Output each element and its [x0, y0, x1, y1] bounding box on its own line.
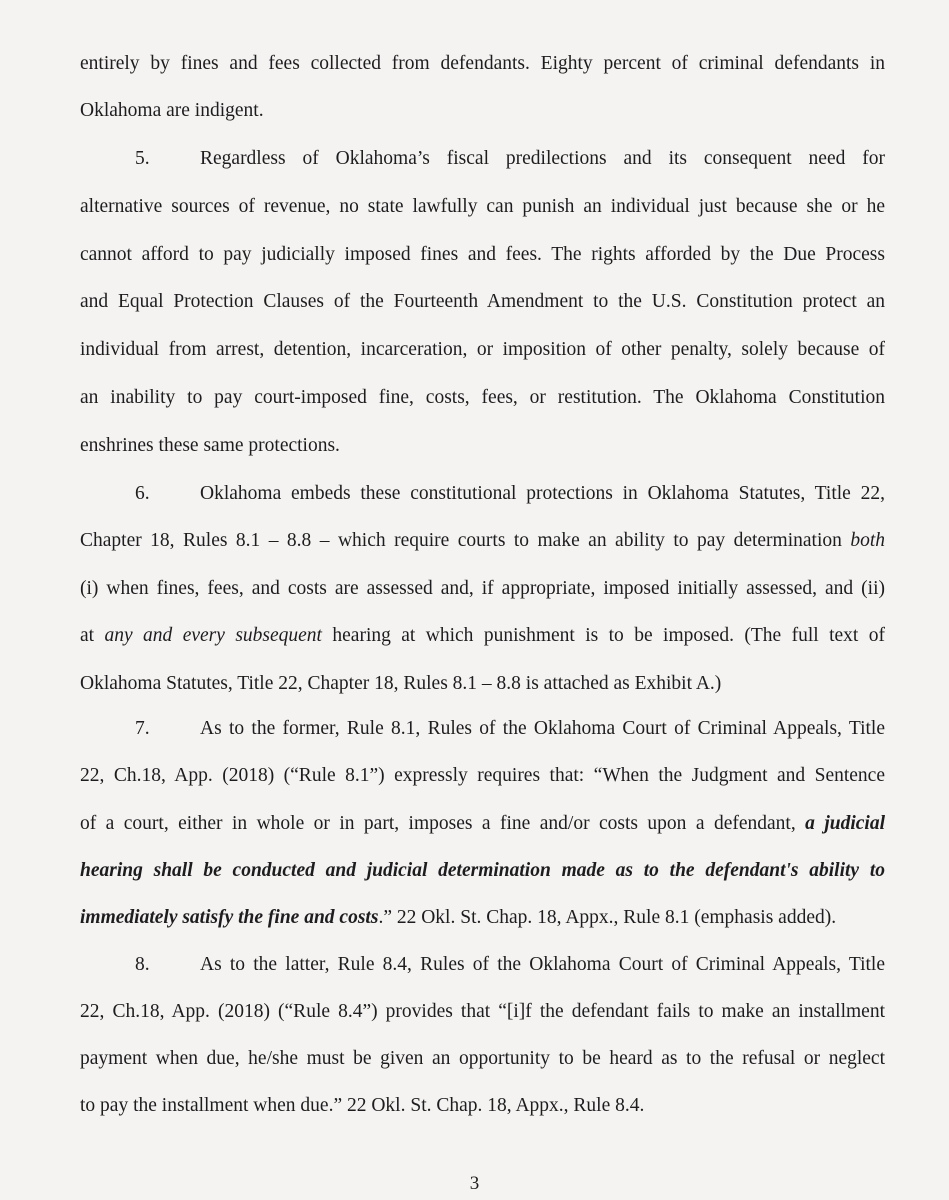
paragraph-5-line-5: individual from arrest, detention, incarceration, or imposition of other penalty, solely because of	[80, 339, 885, 360]
paragraph-number-6: 6.	[135, 483, 150, 504]
paragraph-6-text: Oklahoma embeds these constitutional protections in Oklahoma Statutes, Title 22,	[200, 483, 885, 504]
paragraph-5-line-4: and Equal Protection Clauses of the Fourteenth Amendment to the U.S. Constitution protect an	[80, 291, 885, 312]
paragraph-5-line-3: cannot afford to pay judicially imposed fines and fees. The rights afforded by the Due Process	[80, 244, 885, 265]
paragraph-7-line-3-text: of a court, either in whole or in part, imposes a fine and/or costs upon a defendant,	[80, 813, 806, 834]
paragraph-7-line-5-text: .” 22 Okl. St. Chap. 18, Appx., Rule 8.1 (emphasis added).	[378, 907, 837, 928]
emphasis-a-judicial: a judicial	[805, 813, 885, 834]
paragraph-number-5: 5.	[135, 148, 150, 169]
paragraph-7-line-4-emphasis: hearing shall be conducted and judicial determination made as to the defendant's ability to	[80, 860, 885, 881]
paragraph-8-line-3: payment when due, he/she must be given an opportunity to be heard as to the refusal or neglect	[80, 1048, 885, 1069]
paragraph-8-text: As to the latter, Rule 8.4, Rules of the Oklahoma Court of Criminal Appeals, Title	[200, 954, 885, 975]
paragraph-5-line-2: alternative sources of revenue, no state lawfully can punish an individual just because she or he	[80, 196, 885, 217]
paragraph-6-line-1	[80, 482, 885, 506]
italic-any-every-subsequent: any and every subsequent	[104, 625, 322, 646]
paragraph-5-line-1	[80, 147, 885, 171]
emphasis-immediately-satisfy: immediately satisfy the fine and costs	[80, 907, 379, 928]
paragraph-7-line-3	[80, 812, 885, 836]
italic-both: both	[850, 530, 885, 551]
paragraph-number-7: 7.	[135, 718, 150, 739]
paragraph-7-line-1	[80, 717, 885, 741]
paragraph-5-line-6: an inability to pay court-imposed fine, costs, fees, or restitution. The Oklahoma Constitution	[80, 387, 885, 408]
paragraph-7-line-5	[80, 906, 885, 930]
paragraph-8-line-1	[80, 953, 885, 977]
paragraph-5-text: Regardless of Oklahoma’s fiscal predilections and its consequent need for	[200, 148, 885, 169]
paragraph-6-line-5: Oklahoma Statutes, Title 22, Chapter 18, Rules 8.1 – 8.8 is attached as Exhibit A.)	[80, 673, 722, 694]
paragraph-number-8: 8.	[135, 954, 150, 975]
page-number: 3	[469, 1173, 480, 1194]
paragraph-8-line-4: to pay the installment when due.” 22 Okl. St. Chap. 18, Appx., Rule 8.4.	[80, 1095, 645, 1116]
text-line-1: entirely by fines and fees collected from defendants. Eighty percent of criminal defendants in	[80, 53, 885, 74]
paragraph-8-line-2: 22, Ch.18, App. (2018) (“Rule 8.4”) provides that “[i]f the defendant fails to make an installment	[80, 1001, 885, 1022]
at-prefix: at	[80, 625, 105, 646]
paragraph-6-line-4	[80, 624, 885, 648]
paragraph-7-line-2: 22, Ch.18, App. (2018) (“Rule 8.1”) expressly requires that: “When the Judgment and Sentence	[80, 765, 885, 786]
paragraph-6-line-2-text: Chapter 18, Rules 8.1 – 8.8 – which require courts to make an ability to pay determination	[80, 530, 851, 551]
paragraph-6-line-2	[80, 529, 885, 553]
paragraph-6-line-4-text: hearing at which punishment is to be imposed. (The full text of	[321, 625, 885, 646]
paragraph-6-line-3: (i) when fines, fees, and costs are assessed and, if appropriate, imposed initially assessed, and (ii)	[80, 578, 885, 599]
paragraph-5-line-7: enshrines these same protections.	[80, 435, 340, 456]
paragraph-7-text: As to the former, Rule 8.1, Rules of the Oklahoma Court of Criminal Appeals, Title	[200, 718, 885, 739]
text-line-2: Oklahoma are indigent.	[80, 100, 264, 121]
